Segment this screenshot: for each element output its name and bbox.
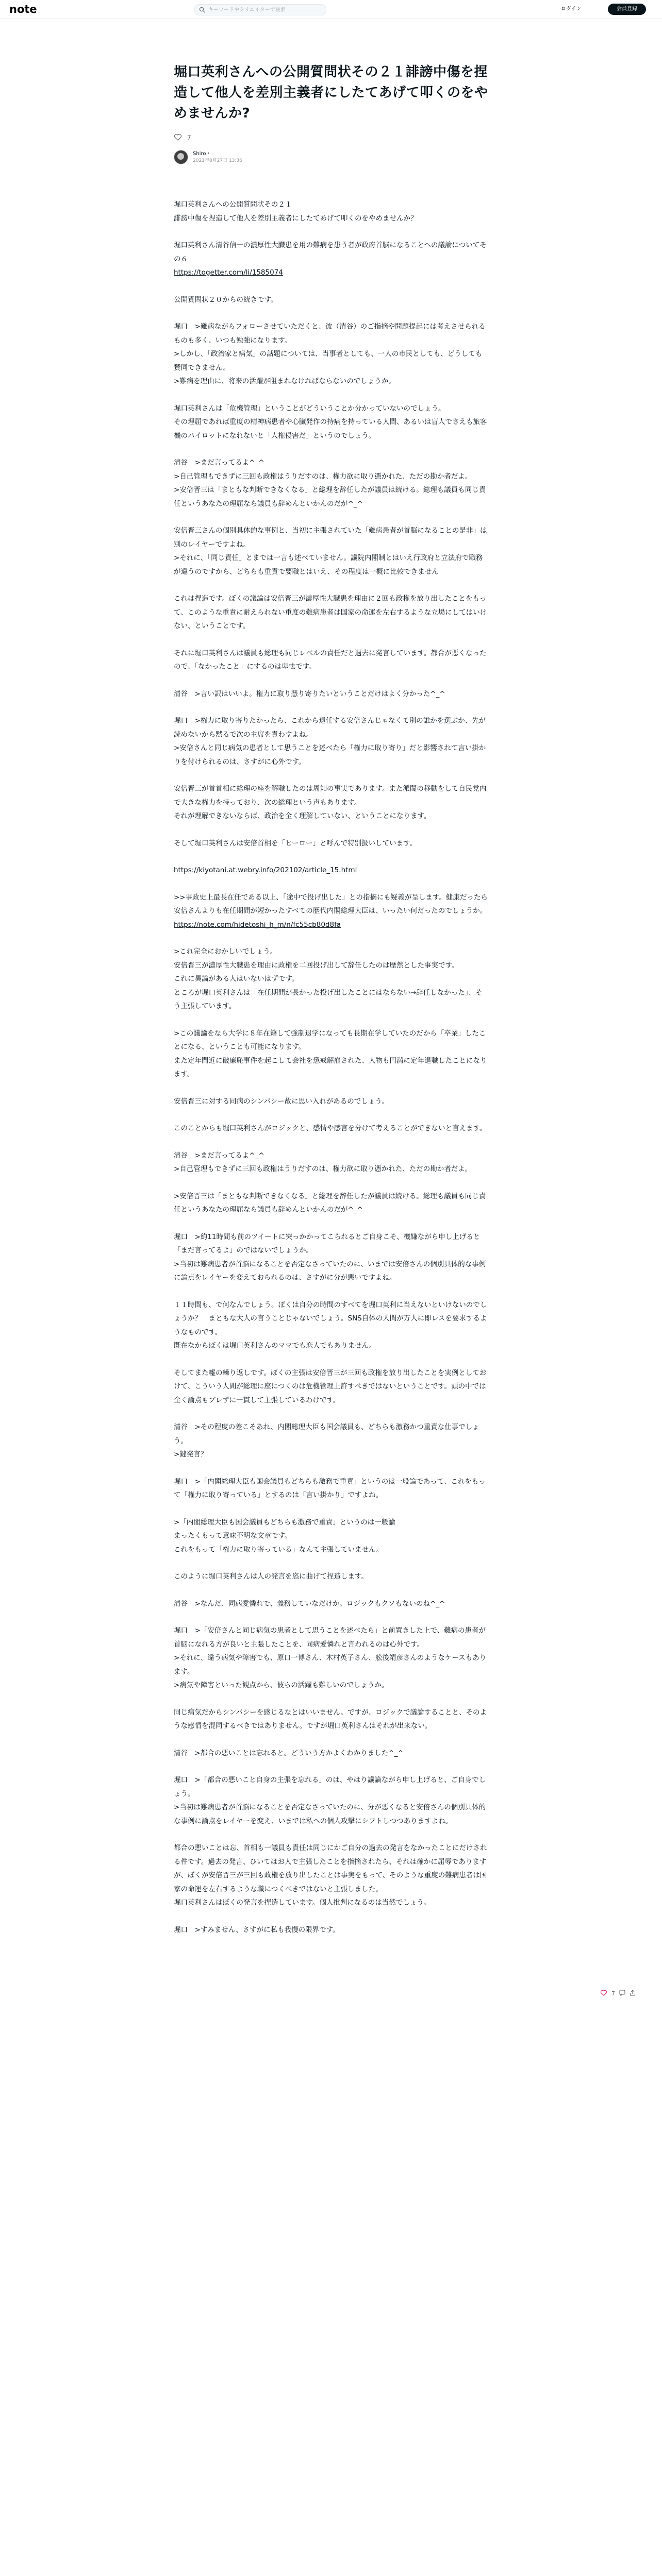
avatar[interactable] (174, 150, 188, 164)
body-paragraph (174, 1624, 488, 1692)
paragraph-line: >当初は難病患者が首脳になることを否定なさっていたのに、分が悪くなると安倍さんの個別具体的な事例に論点をレイヤーを変え、いまでは私への個人攻撃にシフトしつつありますよね。 (174, 1803, 486, 1825)
external-link[interactable]: https://note.com/hidetoshi_h_m/n/fc55cb80d8fa (174, 920, 341, 929)
paragraph-line: >安倍さんと同じ病気の患者として思うことを述べたら「権力に取り寄り」だと影響されて言い掛かりを付けられるのは、さすがに心外です。 (174, 744, 486, 766)
like-area (174, 133, 488, 142)
paragraph-line: >しかし、「政治家と病気」の話題については、当事者としても、一人の市民としても、どうしても賛同できません。 (174, 350, 483, 372)
author-block (174, 148, 488, 166)
body-paragraph (174, 1773, 488, 1828)
paragraph-line: これは捏造です。ぼくの議論は安倍晋三が濃厚性大臓患を理由に２回も政権を放り出したことをもって、このような重責に耐えられない重度の難病患者は国家の命運を左右するような立場にしてはいけない、ということです。 (174, 595, 487, 630)
article (174, 62, 488, 1950)
paragraph-line: それに堀口英利さんは議員も総理も同じレベルの責任だと過去に発言しています。都合が悪くなったので、「なかったこと」にするのは卑怯です。 (174, 649, 487, 671)
author-name[interactable]: Shiro・ (193, 150, 211, 157)
body-paragraph (174, 945, 488, 1013)
paragraph-line: 清谷 >まだ言ってるよ^_^ (174, 459, 264, 467)
login-button[interactable]: ログイン (561, 6, 582, 12)
paragraph-line: >難病を理由に、将来の活躍が阻まれなければならないのでしょうか。 (174, 377, 395, 385)
site-header (0, 0, 662, 19)
paragraph-line: 安倍晋三に対する同病のシンパシー故に思い入れがあるのでしょう。 (174, 1097, 389, 1106)
body-paragraph (174, 1570, 488, 1584)
paragraph-line: 安倍晋三が濃厚性大臓患を理由に政権を二回投げ出して辞任したのは歴然とした事実です。 (174, 961, 459, 970)
body-paragraph (174, 1149, 488, 1176)
body-paragraph (174, 1298, 488, 1353)
body-paragraph (174, 1122, 488, 1136)
paragraph-line: >安倍晋三は「まともな判断できなくなる」と総理を辞任したが議員は続ける。総理も議員も同じ責任というあなたの理屈なら議員も辞めんといかんのだが^_^ (174, 486, 486, 508)
paragraph-line: >それに、違う病気や障害でも、原口一博さん、木村英子さん、舩後靖彦さんのようなケースもあります。 (174, 1654, 487, 1676)
body-paragraph (174, 837, 488, 851)
paragraph-line: 清谷 >都合の悪いことは忘れると。どういう方かよくわかりました^_^ (174, 1749, 404, 1757)
body-paragraph (174, 863, 488, 877)
paragraph-line: >これ完全におかしいでしょう。 (174, 947, 277, 956)
body-paragraph (174, 592, 488, 633)
share-icon[interactable] (630, 1990, 636, 1997)
comment-icon[interactable] (619, 1990, 625, 1997)
paragraph-line: >病気や障害といった観点から、彼らの活躍も難しいのでしょうか。 (174, 1681, 389, 1689)
paragraph-line: 堀口 >「内閣総理大臣も国会議員もどちらも激務で重責」というのは一般論であって、これをもって「権力に取り寄っている」とするのは「言い掛かり」ですよね。 (174, 1477, 486, 1499)
body-paragraph (174, 714, 488, 769)
paragraph-line: 堀口英利さん清谷信一の濃厚性大臓患を用の難病を患う者が政府首脳になることへの議論についてその６ (174, 241, 487, 263)
paragraph-line: 堀口 >「安倍さんと同じ病気の患者として思うことを述べたら」と前置きした上で、難病の患者が首脳になれる方が良いと主張したことを、同病愛憐れと言われるのは心外です。 (174, 1626, 486, 1649)
body-paragraph (174, 239, 488, 280)
paragraph-line: >「内閣総理大臣も国会議員もどちらも激務で重責」というのは一般論 (174, 1518, 395, 1527)
paragraph-line: 堀口 >約11時間も前のツイートに突っかかってこられるとご自身こそ、機嫌ながら申し上げると「まだ言ってるよ」のではないでしょうか。 (174, 1232, 481, 1255)
body-paragraph (174, 782, 488, 823)
search-box[interactable] (194, 4, 326, 15)
paragraph-line: 堀口英利さんはぼくの発言を捏造しています。個人批判になるのは当然でしょう。 (174, 1899, 431, 1907)
paragraph-line: １１時間も、で何なんでしょう。ぼくは自分の時間のすべてを堀口英利に当えないといけないのでしょうか？ まともな大人の言うことじゃないでしょう。SNS自体の人間が万人に即レスを要求するようなものです。 (174, 1300, 487, 1336)
paragraph-line: その理屈であれば重度の精神病患者や心臓発作の持病を持っている人間、あるいは盲人でさえも旅客機のパイロットになれないと「人権侵害だ」というのでしょう。 (174, 418, 487, 440)
body-paragraph (174, 320, 488, 388)
paragraph-line: 清谷 >言い訳はいいよ。権力に取り憑り寄りたいということだけはよく分かった^_^ (174, 689, 445, 698)
body-paragraph (174, 1516, 488, 1557)
paragraph-line: 安倍晋三さんの個別具体的な事例と、当初に主張されていた「難病患者が首脳になることの是非」は別のレイヤーですよね。 (174, 527, 487, 549)
body-paragraph (174, 891, 488, 932)
search-input[interactable] (208, 7, 322, 13)
external-link[interactable]: https://togetter.com/li/1585074 (174, 268, 283, 277)
article-body (174, 198, 488, 1937)
paragraph-line: >それに、「同じ責任」とまでは一言も述べていません。議院内閣制とはいえ行政府と立法府で職務が違うのですから、どちらも重責で要職とはいえ、その程度は一概に比較できません (174, 554, 483, 576)
paragraph-line: >鍵発言？ (174, 1450, 208, 1459)
body-paragraph (174, 293, 488, 307)
paragraph-line: 同じ病気だからシンパシーを感じるなとはいいません。ですが、ロジックで議論することと、そのような感情を混同するべきではありません。ですが堀口英利さんはそれが出来ない。 (174, 1708, 487, 1730)
paragraph-line: 清谷 >まだ言ってるよ^_^ (174, 1151, 264, 1160)
body-paragraph (174, 198, 488, 225)
paragraph-line: >>事政史上最長在任である以上、「途中で投げ出した」との指摘にも疑義が呈します。健康だったら安倍さんよりも在任期間が短かったすべての歴代内閣総理大臣は、いったい何だったのでしょうか。 (174, 893, 488, 915)
heart-icon[interactable] (174, 133, 182, 143)
paragraph-line: >安倍晋三は「まともな判断できなくなる」と総理を辞任したが議員は続ける。総理も議員も同じ責任というあなたの理屈なら議員も辞めんといかんのだが^_^ (174, 1192, 486, 1214)
body-paragraph (174, 647, 488, 674)
like-count: 7 (187, 134, 191, 141)
paragraph-line: これをもって「権力に取り寄っている」なんて主張していません。 (174, 1545, 383, 1554)
paragraph-line: 公開質問状２０からの続きです。 (174, 295, 278, 304)
body-paragraph (174, 1747, 488, 1760)
paragraph-line: 誹謗中傷を捏造して他人を差別主義者にしたてあげて叩くのをやめませんか？ (174, 214, 418, 223)
paragraph-line: >自己管理もできずに三回も政権はうりだすのは、権力欲に取り憑かれた、ただの勘か者だよ。 (174, 1165, 472, 1173)
heart-icon[interactable] (600, 1990, 607, 1997)
body-paragraph (174, 1230, 488, 1285)
body-paragraph (174, 1597, 488, 1611)
paragraph-line: 堀口英利さんは「危機管理」ということがどういうことか分かっていないのでしょう。 (174, 404, 445, 413)
body-paragraph (174, 1923, 488, 1937)
paragraph-line: 清谷 >その程度の差こそあれ、内閣総理大臣も国会議員も、どちらも激務かつ重責な仕事でしょう。 (174, 1423, 479, 1445)
paragraph-line: >自己管理もできずに三回も政権はうりだすのは、権力欲に取り憑かれた、ただの勘か者だよ。 (174, 472, 472, 481)
author-info (193, 150, 242, 164)
paragraph-line: 堀口 >すみません、さすがに私も我慢の限界です。 (174, 1925, 340, 1934)
paragraph-line: まったくもって意味不明な文章です。 (174, 1532, 292, 1540)
external-link[interactable]: https://kiyotani.at.webry.info/202102/article_15.html (174, 866, 357, 874)
body-paragraph (174, 1027, 488, 1081)
body-paragraph (174, 402, 488, 443)
body-paragraph (174, 1190, 488, 1217)
paragraph-line: ところが堀口英利さんは「在任期間が長かった投げ出したことにはならない→辞任しなかった」、そう主張しています。 (174, 988, 483, 1010)
search-icon (199, 7, 208, 13)
paragraph-line: これに異論がある人はいないはずです。 (174, 975, 299, 983)
paragraph-line: 既在なからぼくは堀口英利さんのママでも恋人でもありません。 (174, 1342, 376, 1350)
paragraph-line: そしてまた嘘の繰り返しです。ぼくの主張は安倍晋三が三回も政権を放り出したことを実例としておけて、こういう人間が総理に座につくのは危機管理上許すべきではないということです。頭の中では全く論点もブレずに一貫して主張しているわけです。 (174, 1368, 487, 1404)
body-paragraph (174, 1841, 488, 1910)
note-logo[interactable]: note (9, 3, 37, 15)
paragraph-line: それが理解できないならば、政治を全く理解していない、ということになります。 (174, 812, 431, 820)
body-paragraph (174, 1475, 488, 1502)
paragraph-line: 堀口 >「都合の悪いこと自身の主張を忘れる」のは、やはり議論ながら申し上げると、ご自身でしょう。 (174, 1776, 486, 1798)
signup-button[interactable]: 会員登録 (608, 4, 646, 15)
body-paragraph (174, 1366, 488, 1408)
paragraph-line: 堀口 >権力に取り寄りたかったら、これから退任する安倍さんじゃなくて別の誰かを選ぶか、先が読めないから黙るで次の主席を責わすよね。 (174, 717, 486, 739)
body-paragraph (174, 1420, 488, 1462)
paragraph-line: 清谷 >なんだ、同病愛憐れで、義務していなだけか。ロジックもクソもないのね^_^ (174, 1599, 445, 1608)
paragraph-line: 堀口英利さんへの公開質問状その２１ (174, 200, 292, 209)
side-like-count: 7 (611, 1990, 615, 1997)
body-paragraph (174, 1706, 488, 1733)
paragraph-line: >この議論をなら大学に８年在籍して強制退学になっても長期在学していたのだから「卒業」したことになる、ということも可能になります。 (174, 1029, 486, 1051)
paragraph-line: 堀口 >難病ながらフォローさせていただくと、彼（清谷）のご指摘や問題提起には考えさせられるものも多く、いつも勉強になります。 (174, 323, 486, 345)
paragraph-line: このことからも堀口英利さんがロジックと、感情や感言を分けて考えることができないと言えます。 (174, 1124, 487, 1132)
paragraph-line: >当初は難病患者が首脳になることを否定なさっていたのに、いまでは安倍さんの個別具体的な事例に論点をレイヤーを変えておられるのは、さすがに分が悪いですよね。 (174, 1260, 486, 1282)
paragraph-line: このように堀口英利さんは人の発言を恣に曲げて捏造します。 (174, 1572, 368, 1581)
floating-actions (600, 1990, 636, 1997)
body-paragraph (174, 524, 488, 579)
paragraph-line: また定年間近に破廉恥事件を起こして会社を懲戒解雇された、人物も円満に定年退職したことになります。 (174, 1056, 487, 1078)
paragraph-line: 安倍晋三が首首相に総理の座を解職したのは周知の事実であります。また派閥の移動をして自民党内で大きな権力を持っており、次の総理という声もあります。 (174, 785, 487, 807)
body-paragraph (174, 1095, 488, 1109)
body-paragraph (174, 456, 488, 511)
article-title: 堀口英利さんへの公開質問状その２１誹謗中傷を捏造して他人を差別主義者にしたてあげて叩くのをやめませんか? (174, 64, 488, 121)
body-paragraph (174, 687, 488, 701)
publish-date: 2021年8月27日 13:36 (193, 158, 242, 163)
paragraph-line: 都合の悪いことは忘、首相も一議員も責任は同じにかご自分の過去の発言をなかったことにだけされる件です。過去の発言、ひいてはお人で主張したことを指摘されたら、それは確かに屈辱でありますが、ぼくが安倍晋三が三回も政権を放り出したことは事実をもって、そのような重度の難病患者は国家の命運を左右するような職につくべきではないと主張しました。 (174, 1844, 487, 1893)
paragraph-line: そして堀口英利さんは安倍首相を「ヒーロー」と呼んで特別扱いしています。 (174, 839, 417, 848)
